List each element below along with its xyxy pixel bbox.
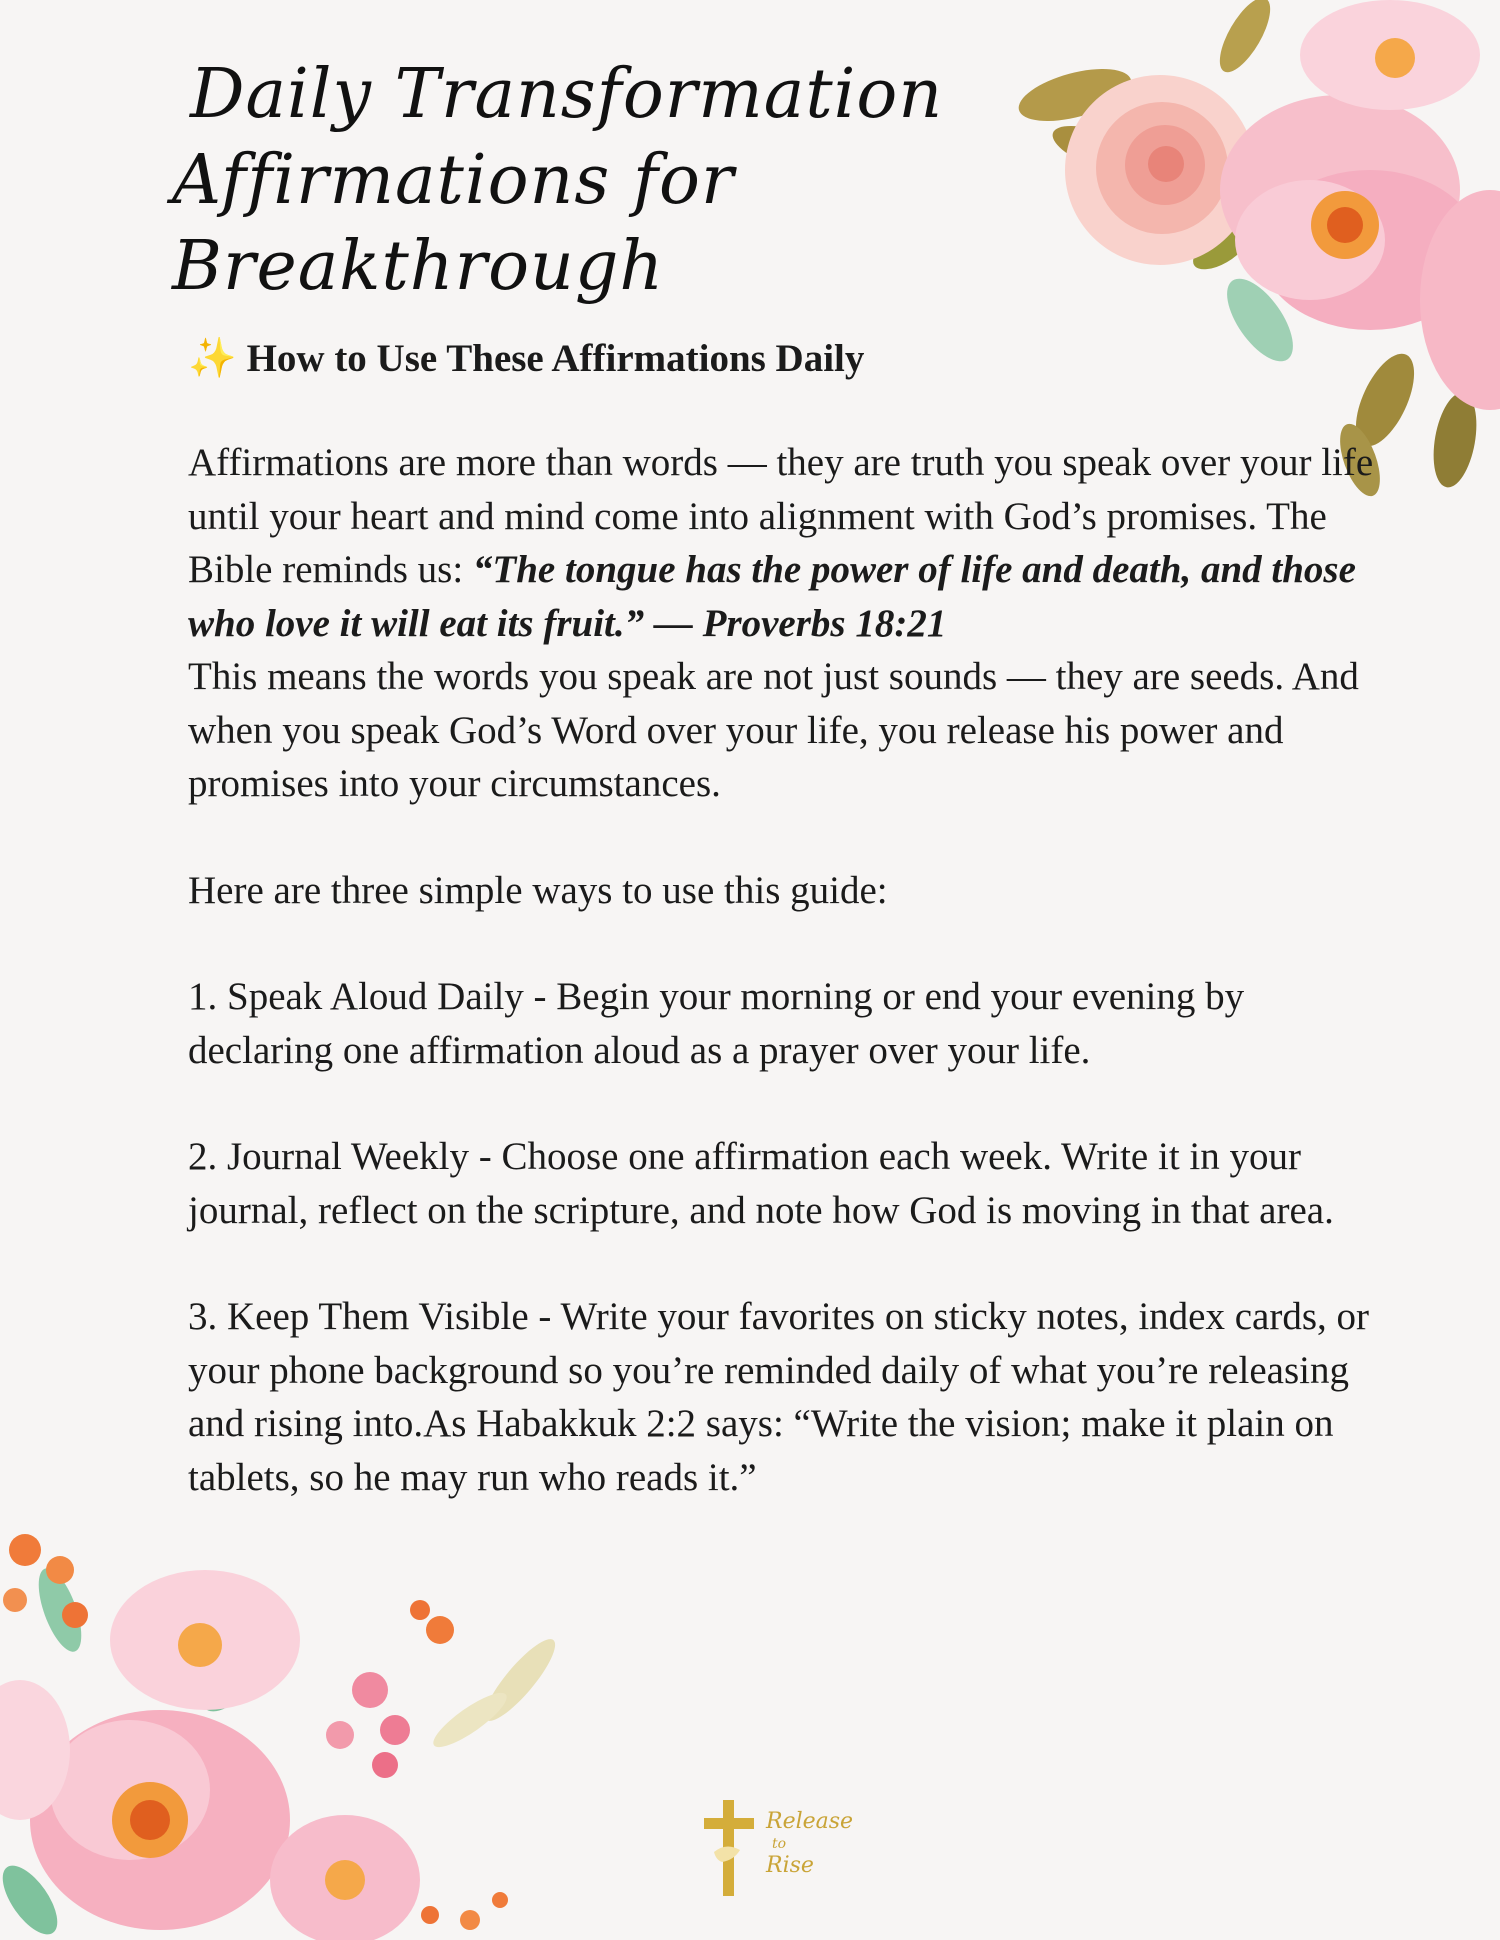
brand-logo <box>700 1800 900 1900</box>
floral-corner-bottom-left <box>0 1520 600 1940</box>
list-item: 2. Journal Weekly - Choose one affirmation each week. Write it in your journal, reflect on the scripture, and note how God is moving in that area. <box>188 1135 1334 1232</box>
list-item: 1. Speak Aloud Daily - Begin your morning or end your evening by declaring one affirmation aloud as a prayer over your life. <box>188 975 1245 1072</box>
pink-flower-icon <box>1300 0 1480 110</box>
logo-text <box>766 1808 853 1880</box>
pink-flower-icon <box>270 1815 420 1940</box>
pink-bud-icon <box>326 1672 410 1778</box>
intro-text: Affirmations are more than words — they are truth you speak over your life until your heart and mind come into alignment with God’s promises. The Bible reminds us: <box>188 441 1374 591</box>
cross-dove-icon <box>700 1800 760 1900</box>
list-item: 3. Keep Them Visible - Write your favorites on sticky notes, index cards, or your phone background so you’re reminded daily of what you’re releasing and rising into.As Habakkuk 2:2 says: “Write the vision; make it plain on tablets, so he may run who reads it.” <box>188 1295 1369 1499</box>
logo-word-rise: Rise <box>766 1853 814 1878</box>
sparkles-icon: ✨ <box>188 337 237 380</box>
intro-text-continued: This means the words you speak are not just sounds — they are seeds. And when you speak God’s Word over your life, you release his power and promises into your circumstances. <box>188 655 1359 805</box>
title-line-1: Daily Transformation <box>190 55 944 134</box>
pink-flower-icon <box>110 1570 300 1710</box>
scripture-quote: “The tongue has the power of life and death, and those who love it will eat its fruit.” — Proverbs 18:21 <box>188 548 1356 645</box>
logo-word-to: to <box>772 1836 787 1852</box>
page-title <box>172 52 1050 310</box>
intro-paragraph <box>188 436 1388 811</box>
section-heading-text: How to Use These Affirmations Daily <box>246 337 865 380</box>
main-content <box>188 334 1388 1557</box>
logo-word-release: Release <box>766 1809 854 1834</box>
title-line-2: Affirmations for Breakthrough <box>172 141 735 306</box>
ways-intro: Here are three simple ways to use this guide: <box>188 868 888 912</box>
section-heading <box>188 334 1388 384</box>
